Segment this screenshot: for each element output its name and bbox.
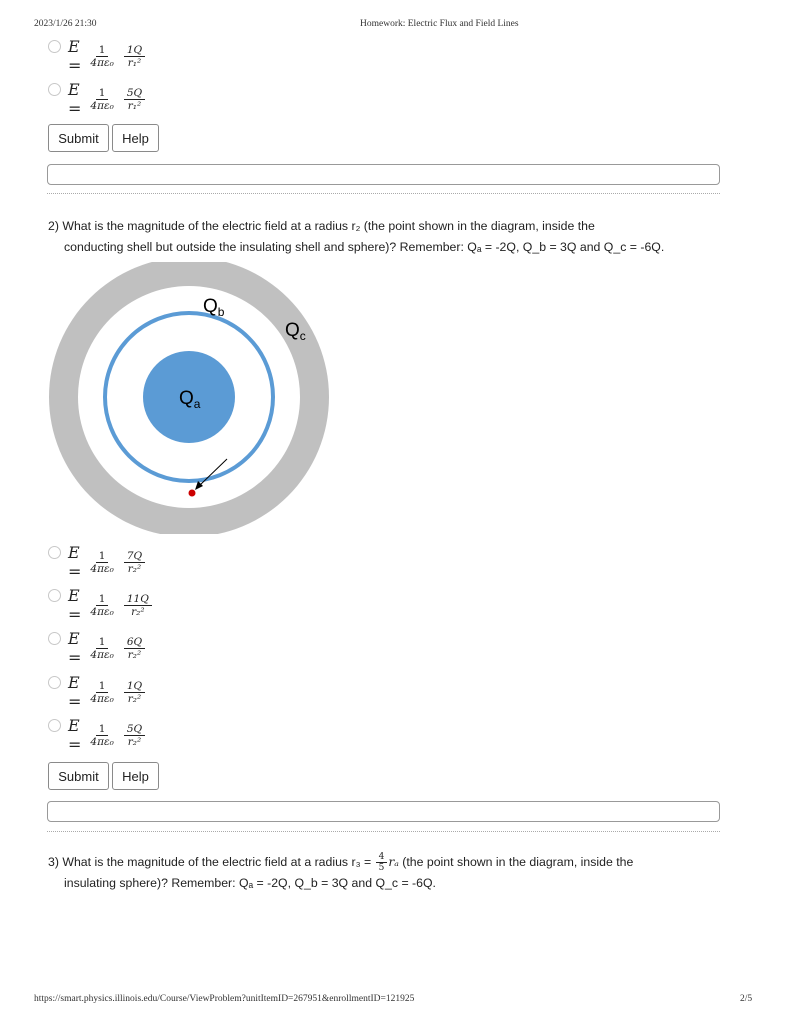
q1-answer-box bbox=[47, 164, 720, 185]
label-qa: $Q_a$ bbox=[179, 388, 201, 411]
q2-submit-button[interactable]: Submit bbox=[48, 762, 109, 790]
q3-question: 3) What is the magnitude of the electric field at a radius r₃ = $\frac{4}{5}$ rₐ (the point shown in the diagram, inside the insulating sphere)? Remember: Qₐ = -2Q, Q_b = 3Q and Q_c = -6Q. bbox=[48, 852, 634, 891]
field-point bbox=[189, 490, 196, 497]
print-datetime: 2023/1/26 21:30 bbox=[34, 19, 97, 29]
q2-question: 2) What is the magnitude of the electric field at a radius r₂ (the point shown in the diagram, inside the conducting shell but outside the insulating shell and sphere)? Remember: Qₐ = -2Q, Q_b = 3Q and Q_c = -6Q. bbox=[48, 219, 665, 254]
radio-button[interactable] bbox=[48, 40, 61, 53]
q1-submit-button[interactable]: Submit bbox=[48, 124, 109, 152]
equation: E = $\frac{1}{\text{4πε₀}}$ $\frac{11Q}{\text{r₂²}}$ bbox=[68, 589, 156, 621]
print-page-number: 2/5 bbox=[740, 994, 753, 1004]
divider bbox=[47, 831, 720, 832]
radio-button[interactable] bbox=[48, 589, 61, 602]
shells-diagram bbox=[47, 262, 331, 534]
q1-help-button[interactable]: Help bbox=[112, 124, 159, 152]
label-qc: $Q_c$ bbox=[285, 320, 306, 343]
equation: E = $\frac{1}{\text{4πε₀}}$ $\frac{1Q}{\text{r₂²}}$ bbox=[68, 676, 149, 708]
equation: E = $\frac{1}{\text{4πε₀}}$ $\frac{5Q}{\text{r₂²}}$ bbox=[68, 719, 149, 751]
radio-button[interactable] bbox=[48, 719, 61, 732]
q2-help-button[interactable]: Help bbox=[112, 762, 159, 790]
radio-button[interactable] bbox=[48, 632, 61, 645]
equation: E = $\frac{1}{\text{4πε₀}}$ $\frac{6Q}{\text{r₂²}}$ bbox=[68, 632, 149, 664]
equation: E = $\frac{1}{\text{4πε₀}}$ $\frac{5Q}{\text{r₁²}}$ bbox=[68, 83, 149, 115]
q2-answer-box bbox=[47, 801, 720, 822]
equation: E = $\frac{1}{\text{4πε₀}}$ $\frac{1Q}{\text{r₁²}}$ bbox=[68, 40, 149, 72]
equation: E = $\frac{1}{\text{4πε₀}}$ $\frac{7Q}{\text{r₂²}}$ bbox=[68, 546, 149, 578]
radio-button[interactable] bbox=[48, 546, 61, 559]
divider bbox=[47, 193, 720, 194]
print-url: https://smart.physics.illinois.edu/Course/ViewProblem?unitItemID=267951&enrollmentID=121925 bbox=[34, 994, 415, 1004]
radio-button[interactable] bbox=[48, 83, 61, 96]
print-page-title: Homework: Electric Flux and Field Lines bbox=[360, 19, 519, 29]
label-qb: $Q_b$ bbox=[203, 296, 225, 319]
radio-button[interactable] bbox=[48, 676, 61, 689]
